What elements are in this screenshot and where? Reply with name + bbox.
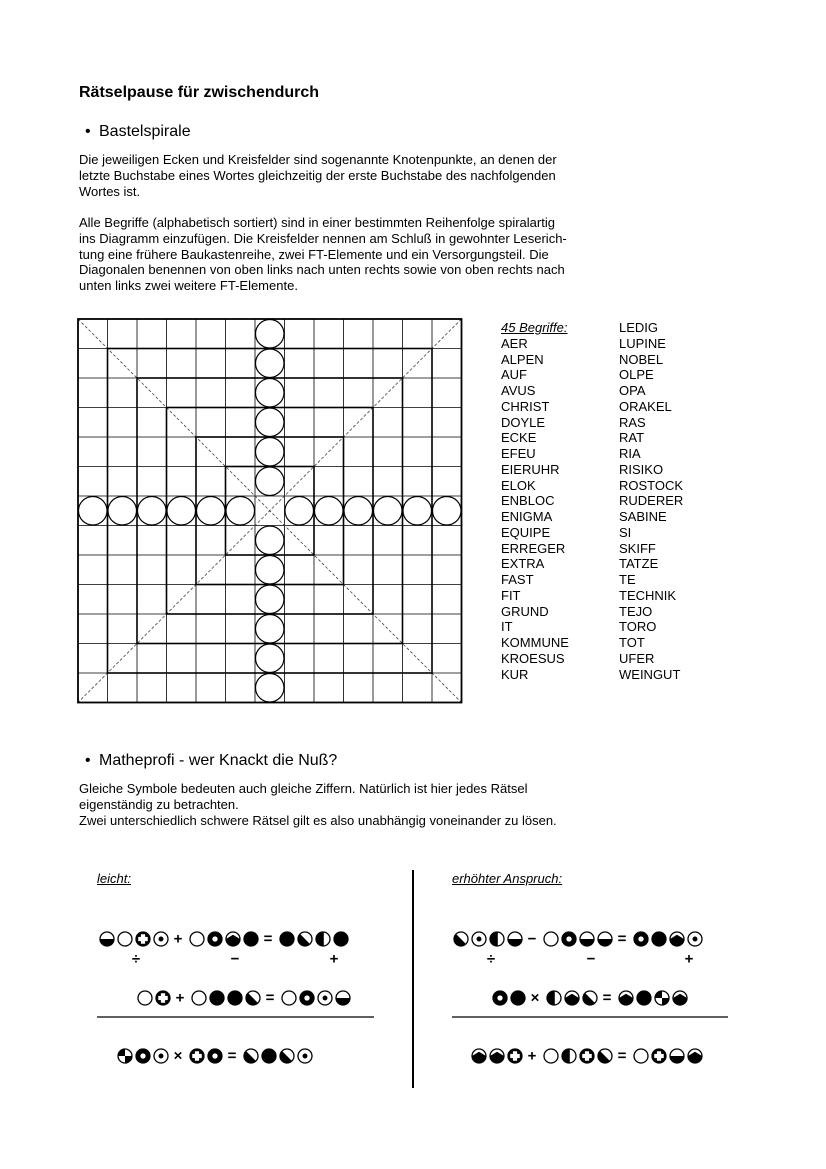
- term-item: ERREGER: [501, 540, 566, 556]
- cross-symbol-icon: [136, 932, 150, 946]
- filled-symbol-icon: [637, 991, 651, 1005]
- circle-field: [197, 497, 226, 526]
- ring-black-symbol-icon: [634, 932, 648, 946]
- ring-black-symbol-icon: [208, 1049, 222, 1063]
- circle-field: [256, 526, 285, 555]
- term-item: KUR: [501, 666, 529, 682]
- diagonal-symbol-icon: [244, 1049, 258, 1063]
- term-item: ROSTOCK: [619, 477, 684, 493]
- circle-field: [433, 497, 462, 526]
- circle-field: [138, 497, 167, 526]
- equals-sign: =: [617, 930, 627, 948]
- term-item: OLPE: [619, 367, 654, 383]
- term-item: RIA: [619, 446, 641, 461]
- text-line: Diagonalen benennen von oben links nach unten rechts sowie von oben rechts nach: [79, 262, 565, 278]
- ring-black-symbol-icon: [493, 991, 507, 1005]
- equals-sign: =: [602, 989, 612, 1007]
- ring-black-symbol-icon: [300, 991, 314, 1005]
- hard-puzzle: [454, 931, 702, 1065]
- term-item: CHRIST: [501, 398, 550, 414]
- dot-symbol-icon: [688, 932, 702, 946]
- column-operator: +: [684, 950, 694, 968]
- terms-column-2: [619, 320, 683, 682]
- dot-symbol-icon: [298, 1049, 312, 1063]
- text-line: eigenständig zu betrachten.: [79, 796, 239, 812]
- circle-field: [226, 497, 255, 526]
- spiral-puzzle-grid: [77, 318, 464, 705]
- term-item: KOMMUNE: [501, 635, 569, 650]
- intro-paragraph-2: [79, 215, 639, 294]
- circle-field: [256, 438, 285, 467]
- text-line: Alle Begriffe (alphabetisch sortiert) sind in einer bestimmten Reihenfolge spiralartig: [79, 215, 555, 230]
- bullet-icon: •: [85, 123, 91, 140]
- term-item: FAST: [501, 572, 534, 587]
- term-item: OPA: [619, 383, 646, 398]
- circle-field: [256, 585, 285, 614]
- term-item: NOBEL: [619, 351, 664, 367]
- text-line: Die jeweiligen Ecken und Kreisfelder sind sogenannte Knotenpunkte, an denen der: [79, 152, 557, 167]
- filled-symbol-icon: [262, 1049, 276, 1063]
- empty-symbol-icon: [138, 991, 152, 1005]
- term-item: ENIGMA: [501, 509, 553, 524]
- mountain-symbol-icon: [490, 1049, 504, 1063]
- circle-field: [374, 497, 403, 526]
- text-line: Gleiche Symbole bedeuten auch gleiche Ziffern. Natürlich ist hier jedes Rätsel: [79, 781, 528, 796]
- diagonal-symbol-icon: [598, 1049, 612, 1063]
- mountain-symbol-icon: [619, 991, 633, 1005]
- empty-symbol-icon: [282, 991, 296, 1005]
- empty-symbol-icon: [118, 932, 132, 946]
- page-title: Rätselpause für zwischendurch: [79, 84, 320, 101]
- equals-sign: =: [263, 930, 273, 948]
- term-item: AVUS: [501, 383, 536, 398]
- section-heading-label: Bastelspirale: [99, 123, 191, 140]
- half-left-symbol-icon: [490, 932, 504, 946]
- equals-sign: =: [227, 1047, 237, 1065]
- term-item: EFEU: [501, 446, 536, 461]
- operator-sign: +: [527, 1047, 537, 1065]
- ring-black-symbol-icon: [136, 1049, 150, 1063]
- operator-sign: ×: [173, 1047, 183, 1065]
- cross-symbol-icon: [508, 1049, 522, 1063]
- section-heading-label: Matheprofi - wer Knackt die Nuß?: [99, 752, 338, 769]
- dot-symbol-icon: [154, 932, 168, 946]
- filled-symbol-icon: [228, 991, 242, 1005]
- text-line: unten links zwei weitere FT-Elemente.: [79, 278, 298, 294]
- dot-symbol-icon: [472, 932, 486, 946]
- circle-field: [256, 349, 285, 378]
- term-item: RAT: [619, 430, 645, 446]
- mountain-symbol-icon: [688, 1049, 702, 1063]
- quarters-symbol-icon: [118, 1049, 132, 1063]
- term-item: UFER: [619, 650, 655, 666]
- term-item: TATZE: [619, 556, 659, 572]
- term-item: ENBLOC: [501, 493, 555, 509]
- circle-field: [256, 615, 285, 644]
- filled-symbol-icon: [334, 932, 348, 946]
- term-item: SABINE: [619, 509, 667, 524]
- terms-caption: 45 Begriffe:: [501, 320, 568, 335]
- half-left-symbol-icon: [547, 991, 561, 1005]
- term-item: SKIFF: [619, 540, 656, 556]
- term-item: EQUIPE: [501, 524, 551, 540]
- cross-symbol-icon: [652, 1049, 666, 1063]
- dot-symbol-icon: [318, 991, 332, 1005]
- diagonal-symbol-icon: [246, 991, 260, 1005]
- term-item: TORO: [619, 619, 657, 635]
- mountain-symbol-icon: [565, 991, 579, 1005]
- cross-symbol-icon: [580, 1049, 594, 1063]
- term-item: LUPINE: [619, 335, 666, 351]
- text-line: letzte Buchstabe eines Wortes gleichzeitig der erste Buchstabe des nachfolgenden: [79, 167, 556, 183]
- operator-sign: ×: [530, 989, 540, 1007]
- intro-paragraph-1: [79, 152, 639, 199]
- math-puzzles: [0, 860, 826, 1100]
- cross-symbol-icon: [156, 991, 170, 1005]
- circle-field: [403, 497, 432, 526]
- circle-field: [256, 644, 285, 673]
- bullet-icon: •: [85, 752, 91, 769]
- filled-symbol-icon: [280, 932, 294, 946]
- column-operator: +: [329, 950, 339, 968]
- term-item: EIERUHR: [501, 461, 560, 477]
- ring-black-symbol-icon: [208, 932, 222, 946]
- term-item: RAS: [619, 414, 646, 430]
- circle-field: [285, 497, 314, 526]
- half-bottom-symbol-icon: [508, 932, 522, 946]
- half-bottom-symbol-icon: [580, 932, 594, 946]
- half-left-symbol-icon: [562, 1049, 576, 1063]
- term-item: ALPEN: [501, 351, 544, 367]
- text-line: ins Diagramm einzufügen. Die Kreisfelder nennen am Schluß in gewohnter Leserich-: [79, 230, 567, 246]
- term-item: FIT: [501, 587, 521, 603]
- term-item: ELOK: [501, 477, 536, 493]
- column-operator: ÷: [131, 950, 141, 968]
- diagonal-symbol-icon: [454, 932, 468, 946]
- half-bottom-symbol-icon: [100, 932, 114, 946]
- easy-puzzle: [100, 931, 350, 1065]
- operator-sign: +: [173, 930, 183, 948]
- half-bottom-symbol-icon: [670, 1049, 684, 1063]
- circle-field: [344, 497, 373, 526]
- circle-field: [256, 320, 285, 349]
- equals-sign: =: [617, 1047, 627, 1065]
- term-item: DOYLE: [501, 414, 546, 430]
- diagonal-symbol-icon: [298, 932, 312, 946]
- mountain-symbol-icon: [670, 932, 684, 946]
- empty-symbol-icon: [190, 932, 204, 946]
- cross-symbol-icon: [190, 1049, 204, 1063]
- text-line: Wortes ist.: [79, 183, 141, 199]
- term-item: AUF: [501, 367, 527, 383]
- circle-field: [256, 379, 285, 408]
- equals-sign: =: [265, 989, 275, 1007]
- diagonal-symbol-icon: [280, 1049, 294, 1063]
- term-item: IT: [501, 619, 513, 635]
- term-item: LEDIG: [619, 320, 659, 335]
- circle-field: [256, 674, 285, 703]
- circle-field: [167, 497, 196, 526]
- circle-field: [256, 556, 285, 585]
- half-bottom-symbol-icon: [336, 991, 350, 1005]
- mountain-symbol-icon: [472, 1049, 486, 1063]
- term-item: EXTRA: [501, 556, 545, 572]
- term-item: TECHNIK: [619, 587, 677, 603]
- terms-column-1: [501, 320, 569, 682]
- circle-field: [256, 467, 285, 496]
- ring-black-symbol-icon: [562, 932, 576, 946]
- term-item: ORAKEL: [619, 398, 672, 414]
- term-item: SI: [619, 524, 632, 540]
- term-item: ECKE: [501, 430, 537, 446]
- circle-field: [256, 408, 285, 437]
- text-line: tung eine frühere Baukastenreihe, zwei FT-Elemente und ein Versorgungsteil. Die: [79, 246, 549, 262]
- filled-symbol-icon: [210, 991, 224, 1005]
- term-item: RISIKO: [619, 461, 664, 477]
- dot-symbol-icon: [154, 1049, 168, 1063]
- empty-symbol-icon: [192, 991, 206, 1005]
- circle-field: [108, 497, 137, 526]
- term-item: GRUND: [501, 603, 549, 619]
- math-intro-paragraph: [79, 781, 679, 828]
- half-left-symbol-icon: [316, 932, 330, 946]
- filled-symbol-icon: [511, 991, 525, 1005]
- term-item: TEJO: [619, 603, 653, 619]
- operator-sign: +: [175, 989, 185, 1007]
- column-operator: ÷: [486, 950, 496, 968]
- term-item: TE: [619, 572, 636, 587]
- diagonal-symbol-icon: [583, 991, 597, 1005]
- mountain-symbol-icon: [673, 991, 687, 1005]
- term-item: AER: [501, 335, 528, 351]
- easy-label: leicht:: [97, 871, 131, 886]
- section-heading-bastelspirale: [85, 123, 191, 141]
- column-operator: −: [586, 950, 596, 968]
- operator-sign: −: [527, 930, 537, 948]
- term-item: RUDERER: [619, 493, 684, 509]
- empty-symbol-icon: [634, 1049, 648, 1063]
- mountain-symbol-icon: [226, 932, 240, 946]
- empty-symbol-icon: [544, 1049, 558, 1063]
- half-bottom-symbol-icon: [598, 932, 612, 946]
- circle-field: [79, 497, 108, 526]
- term-item: KROESUS: [501, 650, 565, 666]
- term-item: WEINGUT: [619, 666, 681, 682]
- text-line: Zwei unterschiedlich schwere Rätsel gilt es also unabhängig voneinander zu lösen.: [79, 812, 557, 828]
- quarters-symbol-icon: [655, 991, 669, 1005]
- circle-field: [315, 497, 344, 526]
- hard-label: erhöhter Anspruch:: [452, 871, 563, 886]
- column-operator: −: [230, 950, 240, 968]
- empty-symbol-icon: [544, 932, 558, 946]
- filled-symbol-icon: [652, 932, 666, 946]
- section-heading-matheprofi: [85, 752, 337, 770]
- filled-symbol-icon: [244, 932, 258, 946]
- term-item: TOT: [619, 635, 645, 650]
